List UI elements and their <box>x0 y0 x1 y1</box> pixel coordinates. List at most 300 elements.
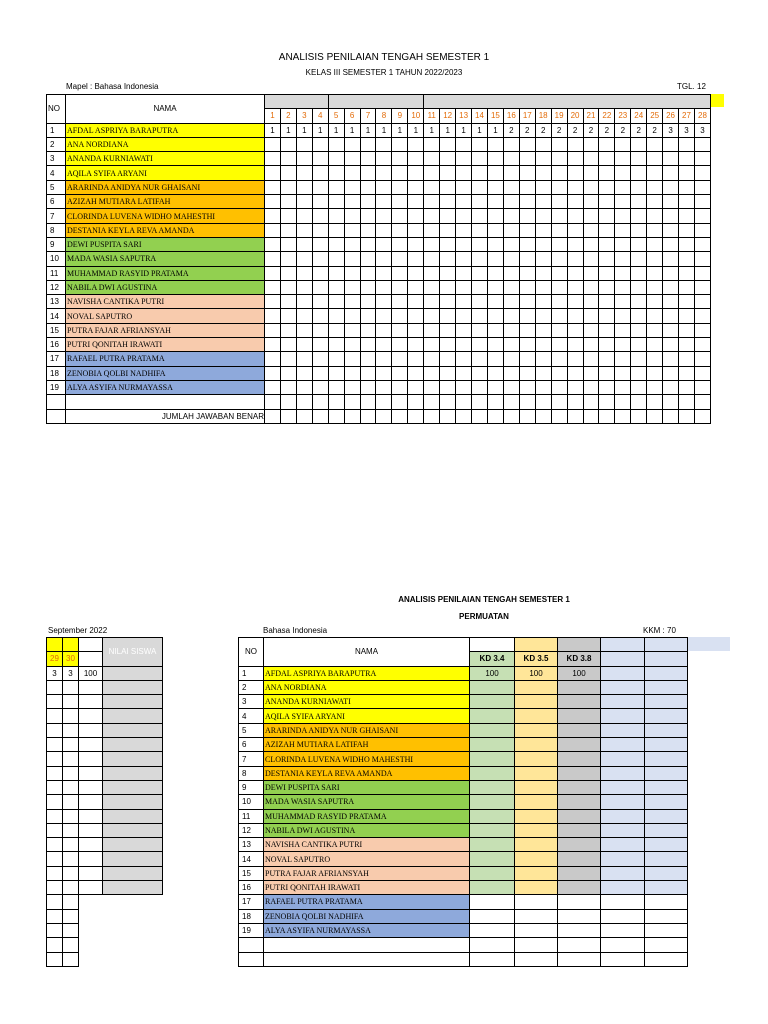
answer-cell <box>535 166 551 180</box>
kd-score-cell <box>645 723 688 737</box>
answer-cell <box>360 223 376 237</box>
answer-cell <box>615 295 631 309</box>
answer-cell <box>615 252 631 266</box>
answer-cell <box>472 209 488 223</box>
empty-cell <box>567 395 583 409</box>
jumlah-cell <box>280 409 296 423</box>
answer-cell <box>456 323 472 337</box>
answer-cell <box>312 295 328 309</box>
jumlah-cell <box>535 409 551 423</box>
score-row <box>239 766 688 780</box>
left-cell <box>79 723 103 737</box>
answer-cell <box>583 180 599 194</box>
student-row <box>47 223 711 237</box>
answer-cell <box>280 223 296 237</box>
left-cell <box>63 866 79 880</box>
answer-cell <box>424 237 440 251</box>
answer-cell <box>280 338 296 352</box>
answer-cell <box>694 223 710 237</box>
answer-cell <box>424 195 440 209</box>
answer-cell: 2 <box>535 123 551 137</box>
score-student-no: 7 <box>239 752 264 766</box>
answer-cell <box>280 266 296 280</box>
kd-score-cell <box>515 881 558 895</box>
answer-cell <box>567 252 583 266</box>
answer-cell <box>503 195 519 209</box>
empty-cell <box>515 952 558 966</box>
answer-cell <box>551 338 567 352</box>
answer-cell <box>440 309 456 323</box>
answer-cell <box>265 252 281 266</box>
left-row <box>47 852 163 866</box>
answer-cell <box>487 338 503 352</box>
answer-cell <box>599 137 615 151</box>
left-cell <box>47 823 63 837</box>
answer-cell <box>456 166 472 180</box>
question-number: 4 <box>312 109 328 123</box>
question-number: 8 <box>376 109 392 123</box>
answer-cell <box>679 223 695 237</box>
empty-cell <box>679 395 695 409</box>
left-cell <box>79 809 103 823</box>
answer-cell <box>503 223 519 237</box>
score-student-no: 5 <box>239 723 264 737</box>
bottom-right-blue-strip <box>687 637 730 651</box>
empty-cell <box>264 952 470 966</box>
kd-score-cell <box>645 838 688 852</box>
empty-cell <box>408 395 424 409</box>
answer-cell <box>312 195 328 209</box>
answer-cell <box>440 323 456 337</box>
kd-score-cell: 100 <box>558 666 601 680</box>
kd-top <box>558 638 601 652</box>
answer-cell <box>599 237 615 251</box>
score-student-name: DEWI PUSPITA SARI <box>264 780 470 794</box>
answer-cell <box>567 280 583 294</box>
kd-score-cell <box>645 695 688 709</box>
question-number: 10 <box>408 109 424 123</box>
empty-cell <box>456 395 472 409</box>
answer-cell <box>663 209 679 223</box>
answer-cell <box>663 338 679 352</box>
answer-cell <box>312 338 328 352</box>
answer-cell: 1 <box>408 123 424 137</box>
question-number: 20 <box>567 109 583 123</box>
answer-cell <box>694 137 710 151</box>
kd-score-cell <box>470 780 515 794</box>
score-student-name: RAFAEL PUTRA PRATAMA <box>264 895 470 909</box>
answer-cell <box>535 323 551 337</box>
answer-cell <box>647 223 663 237</box>
answer-cell <box>663 352 679 366</box>
student-name: PUTRA FAJAR AFRIANSYAH <box>66 323 265 337</box>
answer-cell <box>360 195 376 209</box>
left-cell <box>79 738 103 752</box>
answer-cell <box>535 223 551 237</box>
left-row <box>47 695 163 709</box>
answer-cell <box>694 237 710 251</box>
kd-score-cell <box>515 723 558 737</box>
answer-cell <box>647 295 663 309</box>
score-header-row <box>239 638 688 652</box>
answer-cell <box>503 252 519 266</box>
score-row <box>239 795 688 809</box>
score-row <box>239 866 688 880</box>
score-row <box>239 752 688 766</box>
answer-cell <box>456 309 472 323</box>
answer-cell <box>440 352 456 366</box>
answer-cell <box>408 338 424 352</box>
kd-score-cell <box>515 852 558 866</box>
kd-score-cell <box>601 838 645 852</box>
kd-header: KD 3.8 <box>558 652 601 666</box>
score-student-no: 18 <box>239 909 264 923</box>
jumlah-label: JUMLAH JAWABAN BENAR <box>66 409 265 423</box>
answer-cell <box>376 352 392 366</box>
score-student-no: 15 <box>239 866 264 880</box>
answer-cell <box>456 280 472 294</box>
kd-header: KD 3.5 <box>515 652 558 666</box>
score-row <box>239 909 688 923</box>
answer-cell <box>694 309 710 323</box>
answer-cell <box>440 195 456 209</box>
left-cell <box>79 752 103 766</box>
answer-cell <box>392 223 408 237</box>
score-empty-row <box>239 952 688 966</box>
left-cell <box>63 823 79 837</box>
left-cell <box>63 752 79 766</box>
answer-cell <box>376 237 392 251</box>
answer-cell <box>392 195 408 209</box>
answer-cell <box>265 309 281 323</box>
answer-cell <box>599 223 615 237</box>
left-row <box>47 766 163 780</box>
answer-cell <box>599 380 615 394</box>
left-cell <box>47 909 63 923</box>
answer-cell <box>296 309 312 323</box>
answer-cell <box>408 237 424 251</box>
score-student-name: AZIZAH MUTIARA LATIFAH <box>264 738 470 752</box>
left-cell <box>47 866 63 880</box>
left-cell <box>79 838 103 852</box>
answer-cell <box>312 280 328 294</box>
kd-score-cell <box>470 695 515 709</box>
answer-cell <box>647 166 663 180</box>
answer-cell: 1 <box>472 123 488 137</box>
answer-cell <box>328 280 344 294</box>
student-row <box>47 380 711 394</box>
answer-cell <box>360 166 376 180</box>
kd-score-cell <box>645 680 688 694</box>
jumlah-cell <box>487 409 503 423</box>
answer-cell <box>344 280 360 294</box>
score-student-name: ALYA ASYIFA NURMAYASSA <box>264 923 470 937</box>
answer-cell <box>567 380 583 394</box>
student-name: ANA NORDIANA <box>66 137 265 151</box>
question-number: 3 <box>296 109 312 123</box>
score-row <box>239 881 688 895</box>
student-row <box>47 237 711 251</box>
kd-score-cell <box>601 752 645 766</box>
jumlah-cell <box>503 409 519 423</box>
kd-score-cell <box>558 881 601 895</box>
answer-cell <box>280 195 296 209</box>
kd-score-cell <box>558 709 601 723</box>
score-student-no: 2 <box>239 680 264 694</box>
answer-cell <box>328 223 344 237</box>
bottom-score-table <box>238 637 688 967</box>
answer-cell <box>551 152 567 166</box>
kd-score-cell <box>558 766 601 780</box>
kd-header: KD 3.4 <box>470 652 515 666</box>
answer-cell <box>487 295 503 309</box>
answer-cell <box>631 180 647 194</box>
student-no: 15 <box>47 323 66 337</box>
score-row <box>239 680 688 694</box>
score-row <box>239 695 688 709</box>
answer-cell <box>599 352 615 366</box>
left-score-cell <box>103 680 163 694</box>
left-row <box>47 709 163 723</box>
kd-score-cell <box>470 866 515 880</box>
score-student-no: 16 <box>239 881 264 895</box>
answer-cell: 1 <box>440 123 456 137</box>
answer-cell <box>392 180 408 194</box>
empty-cell <box>440 395 456 409</box>
jumlah-cell <box>599 409 615 423</box>
answer-cell <box>296 323 312 337</box>
student-no: 11 <box>47 266 66 280</box>
kd-top <box>470 638 515 652</box>
answer-cell <box>503 338 519 352</box>
answer-cell <box>694 166 710 180</box>
left-row <box>47 952 163 966</box>
answer-cell <box>312 237 328 251</box>
student-name: ALYA ASYIFA NURMAYASSA <box>66 380 265 394</box>
answer-cell <box>376 380 392 394</box>
answer-cell <box>567 323 583 337</box>
empty-cell <box>519 395 535 409</box>
jumlah-cell <box>647 409 663 423</box>
answer-cell: 2 <box>519 123 535 137</box>
answer-cell <box>567 237 583 251</box>
answer-cell <box>328 166 344 180</box>
left-cell <box>47 738 63 752</box>
answer-cell <box>519 180 535 194</box>
answer-cell <box>312 266 328 280</box>
answer-cell <box>312 366 328 380</box>
answer-cell <box>472 237 488 251</box>
answer-cell <box>408 266 424 280</box>
answer-cell <box>503 280 519 294</box>
answer-cell <box>280 237 296 251</box>
header-band <box>424 95 711 109</box>
empty-cell <box>558 952 601 966</box>
answer-cell <box>599 280 615 294</box>
question-number: 11 <box>424 109 440 123</box>
student-name: NABILA DWI AGUSTINA <box>66 280 265 294</box>
answer-cell <box>265 166 281 180</box>
answer-cell <box>440 180 456 194</box>
answer-cell <box>647 209 663 223</box>
jumlah-cell <box>472 409 488 423</box>
left-score-cell <box>103 695 163 709</box>
kd-score-cell <box>558 680 601 694</box>
header-band <box>265 95 329 109</box>
kd-score-cell <box>515 823 558 837</box>
kd-score-cell <box>558 809 601 823</box>
student-row <box>47 295 711 309</box>
answer-cell <box>679 295 695 309</box>
answer-cell <box>519 295 535 309</box>
empty-cell <box>663 395 679 409</box>
score-student-name: AQILA SYIFA ARYANI <box>264 709 470 723</box>
answer-cell <box>679 280 695 294</box>
answer-cell <box>392 166 408 180</box>
answer-cell <box>599 180 615 194</box>
answer-cell: 2 <box>503 123 519 137</box>
answer-cell <box>615 352 631 366</box>
score-row <box>239 823 688 837</box>
answer-cell <box>647 323 663 337</box>
answer-cell <box>265 266 281 280</box>
answer-cell <box>360 180 376 194</box>
answer-cell <box>360 266 376 280</box>
answer-cell <box>472 180 488 194</box>
answer-cell <box>567 137 583 151</box>
question-number: 22 <box>599 109 615 123</box>
answer-cell <box>360 352 376 366</box>
answer-cell <box>328 237 344 251</box>
score-student-no: 17 <box>239 895 264 909</box>
answer-cell <box>583 266 599 280</box>
answer-cell <box>503 380 519 394</box>
answer-cell <box>328 380 344 394</box>
answer-cell <box>551 309 567 323</box>
answer-cell <box>424 309 440 323</box>
answer-cell <box>535 137 551 151</box>
answer-cell <box>615 209 631 223</box>
empty-cell <box>551 395 567 409</box>
left-header-row <box>47 638 163 652</box>
answer-cell <box>631 338 647 352</box>
answer-cell <box>551 366 567 380</box>
answer-cell <box>456 352 472 366</box>
score-row <box>239 895 688 909</box>
student-row <box>47 137 711 151</box>
kd-score-cell <box>645 909 688 923</box>
answer-cell <box>583 195 599 209</box>
score-student-name: DESTANIA KEYLA REVA AMANDA <box>264 766 470 780</box>
answer-cell <box>567 366 583 380</box>
kd-score-cell <box>515 809 558 823</box>
question-number: 7 <box>360 109 376 123</box>
kd-score-cell <box>601 923 645 937</box>
student-name: NOVAL SAPUTRO <box>66 309 265 323</box>
score-row <box>239 852 688 866</box>
answer-cell <box>599 166 615 180</box>
answer-cell <box>376 323 392 337</box>
answer-cell <box>599 266 615 280</box>
left-score-cell <box>103 881 163 895</box>
answer-cell <box>519 166 535 180</box>
jumlah-cell <box>376 409 392 423</box>
answer-cell <box>360 137 376 151</box>
answer-cell <box>694 366 710 380</box>
answer-cell <box>265 280 281 294</box>
answer-cell <box>280 280 296 294</box>
score-col-nama: NAMA <box>264 638 470 667</box>
answer-cell <box>615 338 631 352</box>
answer-cell <box>663 223 679 237</box>
answer-cell <box>472 323 488 337</box>
empty-cell <box>424 395 440 409</box>
empty-cell <box>47 409 66 423</box>
left-cell <box>63 895 79 909</box>
left-score-cell <box>103 795 163 809</box>
answer-cell: 1 <box>376 123 392 137</box>
answer-cell <box>376 195 392 209</box>
empty-cell <box>296 395 312 409</box>
answer-cell <box>647 309 663 323</box>
answer-cell <box>631 223 647 237</box>
answer-cell <box>392 152 408 166</box>
left-cell <box>63 938 79 952</box>
left-score-cell <box>103 852 163 866</box>
answer-cell <box>376 366 392 380</box>
student-no: 1 <box>47 123 66 137</box>
answer-cell <box>631 323 647 337</box>
jumlah-cell <box>440 409 456 423</box>
answer-cell <box>599 195 615 209</box>
answer-cell <box>312 309 328 323</box>
answer-cell <box>392 280 408 294</box>
kd-score-cell <box>601 723 645 737</box>
answer-cell <box>312 209 328 223</box>
jumlah-cell <box>408 409 424 423</box>
answer-cell <box>440 266 456 280</box>
answer-cell <box>472 366 488 380</box>
answer-cell <box>503 323 519 337</box>
answer-cell <box>631 195 647 209</box>
kd-score-cell <box>470 709 515 723</box>
answer-cell <box>376 266 392 280</box>
answer-cell: 1 <box>360 123 376 137</box>
bottom-left-table <box>46 637 163 967</box>
answer-cell <box>535 152 551 166</box>
answer-cell <box>296 338 312 352</box>
kd-score-cell <box>601 709 645 723</box>
left-score-cell <box>103 780 163 794</box>
answer-cell <box>519 266 535 280</box>
left-cell <box>47 881 63 895</box>
left-score-cell <box>103 723 163 737</box>
answer-cell <box>567 309 583 323</box>
answer-cell <box>296 180 312 194</box>
answer-cell <box>456 252 472 266</box>
answer-cell <box>535 352 551 366</box>
answer-cell <box>424 323 440 337</box>
left-cell <box>63 695 79 709</box>
top-subtitle: KELAS III SEMESTER 1 TAHUN 2022/2023 <box>305 68 463 77</box>
answer-cell <box>487 152 503 166</box>
jumlah-cell <box>567 409 583 423</box>
answer-cell <box>265 195 281 209</box>
kd-score-cell <box>558 723 601 737</box>
answer-cell <box>392 252 408 266</box>
left-row <box>47 780 163 794</box>
left-score-cell <box>103 766 163 780</box>
